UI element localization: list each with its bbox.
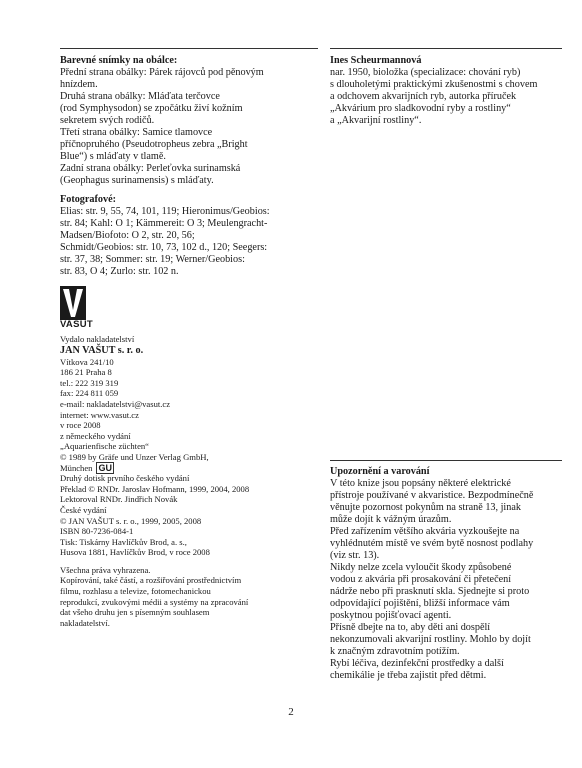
photographers-line: str. 37, 38; Sommer: str. 19; Werner/Geobios: [60,254,245,265]
publisher-line: Vítkova 241/10 [60,356,114,367]
publisher-line: © 1989 by Gräfe und Unzer Verlag GmbH, [60,451,209,462]
warning-line: vyhlédnutém místě ve svém bytě nosnost podlahy [330,538,534,549]
logo-label: VAŠUT [60,319,93,330]
publisher-line: Husova 1881, Havlíčkův Brod, v roce 2008 [60,547,210,558]
right-top-rule [330,48,562,49]
publisher-logo [60,286,100,330]
photographers-line: Schmidt/Geobios: str. 10, 73, 102 d., 120; Seegers: [60,242,268,253]
warning-line: věnujte pozornost pokynům na straně 13, jinak [330,502,521,513]
warning-line: Před zařízením většího akvária vyzkoušejte na [330,526,520,537]
publisher-line: tel.: 222 319 319 [60,377,119,388]
publisher-line: Lektoroval RNDr. Jindřich Novák [60,494,178,505]
left-top-rule [60,48,318,49]
publisher-line: Tisk: Tiskárny Havlíčkův Brod, a. s., [60,536,187,547]
author-section [330,55,562,127]
author-name: Ines Scheurmannová [330,55,422,66]
warning-line: odpovídající pojištění, bližší informace vám [330,598,510,609]
warning-top-rule [330,460,562,461]
rights-line: reprodukcí, zvukovými médii a systémy na zpracování [60,596,249,607]
gu-mark: GU [98,462,112,473]
rights-line: dat všeho druhu jen s písemným souhlasem [60,607,210,618]
photographers-line: str. 84; Kahl: O 1; Kämmereit: O 3; Meulengracht- [60,218,268,229]
cover-line: příčnopruhého (Pseudotropheus zebra „Bright [60,139,248,150]
publisher-line: internet: www.vasut.cz [60,409,139,420]
rights-line: nakladatelství. [60,617,110,628]
cover-line: (rod Symphysodon) se zpočátku živí kožním [60,103,243,114]
publisher-section [60,334,318,558]
warning-line: vodou z akvária při prosakování či přetečení [330,574,512,585]
warning-line: nádrže nebo při prasknutí skla. Sjednejte si proto [330,586,530,597]
cover-line: sekretem svých rodičů. [60,115,155,126]
warning-line: nekonzumovali akvarijní rostliny. Mohlo by dojít [330,634,531,645]
cover-line: Zadní strana obálky: Perleťovka surinamská [60,163,241,174]
photographers-line: Elias: str. 9, 55, 74, 101, 119; Hieronimus/Geobios: [60,206,270,217]
warning-section [330,466,562,682]
publisher-city-line [60,463,318,474]
photographers-heading: Fotografové: [60,194,117,205]
cover-line: Přední strana obálky: Párek rájovců pod pěnovým [60,67,264,78]
rights-section [60,565,318,629]
warning-line: Rybí léčiva, dezinfekční prostředky a další [330,658,504,669]
cover-line: hnízdem. [60,79,98,90]
photographers-line: str. 83, O 4; Zurlo: str. 102 n. [60,266,179,277]
publisher-line: Druhý dotisk prvního českého vydání [60,473,190,484]
warning-line: Nikdy nelze zcela vyloučit škody způsobené [330,562,512,573]
publisher-line: z německého vydání [60,430,131,441]
author-line: s dlouholetými praktickými zkušenostmi s chovem [330,79,538,90]
cover-photos-heading: Barevné snímky na obálce: [60,55,178,66]
publisher-line: Překlad © RNDr. Jaroslav Hofmann, 1999, 2004, 2008 [60,483,250,494]
publisher-line: v roce 2008 [60,420,101,431]
publisher-intro: Vydalo nakladatelství [60,334,135,344]
rights-line: Kopírování, také částí, a rozšiřování prostřednictvím [60,575,242,586]
rights-line: Všechna práva vyhrazena. [60,564,151,575]
publisher-line: „Aquarienfische züchten“ [60,441,149,452]
right-column [330,55,562,127]
warning-line: Přísně dbejte na to, aby děti ani dospělí [330,622,491,633]
publisher-line: fax: 224 811 059 [60,388,119,399]
publisher-line: © JAN VAŠUT s. r. o., 1999, 2005, 2008 [60,515,202,526]
publisher-city: München [60,462,93,473]
photographers-line: Madsen/Biofoto: O 2, str. 20, 56; [60,230,195,241]
left-column [60,55,318,628]
author-line: a „Akvarijní rostliny“. [330,115,422,126]
publisher-line: 186 21 Praha 8 [60,367,112,378]
warning-line: (viz str. 13). [330,550,380,561]
vasut-v-logo-icon [60,286,86,320]
warning-line: chemikálie je třeba zajistit před dětmi. [330,670,487,681]
warning-line: přístroje používané v akvaristice. Bezpodmínečně [330,490,534,501]
author-line: nar. 1950, bioložka (specializace: chování ryb) [330,67,521,78]
warning-line: k značným zdravotním potížím. [330,646,460,657]
author-line: „Akvárium pro sladkovodní ryby a rostliny“ [330,103,511,114]
warning-heading: Upozornění a varování [330,466,430,477]
cover-line: Blue“) s mláďaty v tlamě. [60,151,166,162]
cover-photos-section [60,55,318,187]
publisher-line: e-mail: nakladatelstvi@vasut.cz [60,398,171,409]
warning-line: může dojít k vážným úrazům. [330,514,452,525]
photographers-section [60,194,318,278]
author-line: a odchovem akvarijních ryb, autorka příruček [330,91,517,102]
publisher-line: České vydání [60,504,107,515]
cover-line: (Geophagus surinamensis) s mláďaty. [60,175,214,186]
warning-line: V této knize jsou popsány některé elektrické [330,478,511,489]
cover-line: Třetí strana obálky: Samice tlamovce [60,127,213,138]
warning-line: poskytnou pojišťovací agenti. [330,610,452,621]
rights-line: filmu, rozhlasu a televize, fotomechanickou [60,586,211,597]
cover-line: Druhá strana obálky: Mláďata terčovce [60,91,220,102]
page-number: 2 [288,706,294,718]
publisher-line: ISBN 80-7236-084-1 [60,526,134,537]
publisher-name: JAN VAŠUT s. r. o. [60,344,144,356]
